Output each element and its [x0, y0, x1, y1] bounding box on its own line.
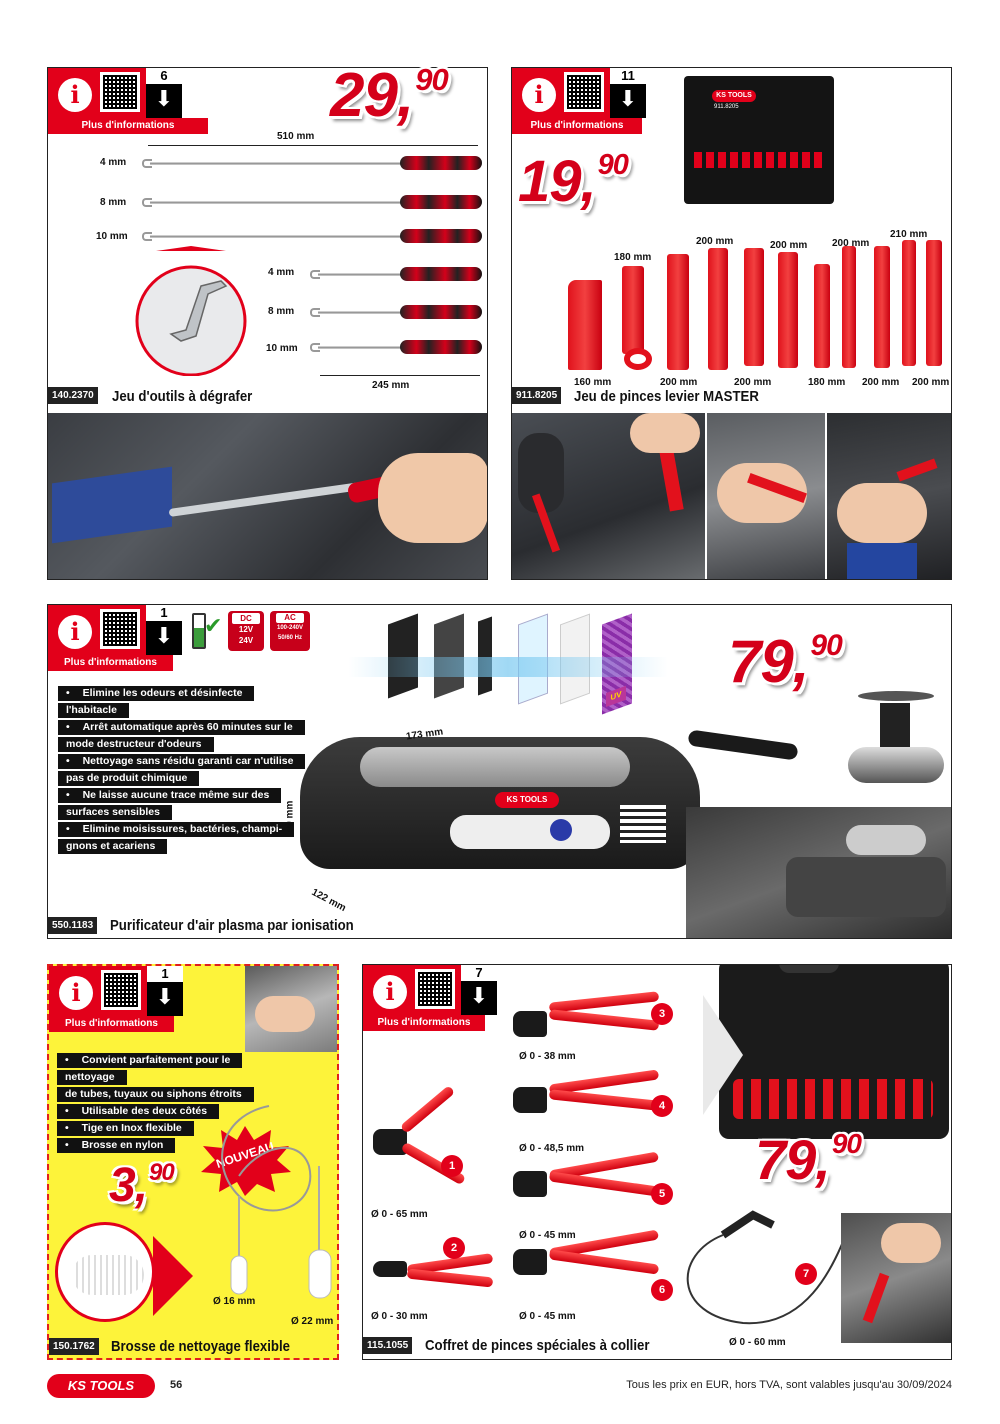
plier-2: [373, 1255, 493, 1295]
item-number-badge: 5: [651, 1183, 673, 1205]
dim-label: 200 mm: [912, 377, 950, 388]
package-count: [146, 605, 182, 655]
box-icon: ⬇: [154, 86, 174, 111]
usage-photo-3: [827, 413, 952, 580]
product-sku: 911.8205: [512, 387, 561, 404]
plier-7-cable: [663, 1155, 863, 1335]
price-main: 19,: [518, 149, 596, 214]
uv-label: UV: [606, 686, 626, 707]
dim-label: 200 mm: [770, 240, 808, 251]
usage-photo-2: [707, 413, 825, 580]
package-count: [610, 68, 646, 118]
box-icon: ⬇: [469, 983, 489, 1008]
info-icon[interactable]: i: [373, 975, 407, 1009]
flexible-brush: [199, 1086, 339, 1306]
price-main: 79,: [728, 628, 809, 695]
product-name: Brosse de nettoyage flexible: [111, 1338, 290, 1355]
usage-photo-1: [512, 413, 705, 580]
air-purifier-device: [300, 737, 700, 869]
product-panel-911-8205: [511, 67, 952, 580]
product-sku: 140.2370: [48, 387, 98, 404]
range-label: Ø 0 - 45 mm: [519, 1311, 576, 1322]
dim-width: 173 mm: [405, 726, 444, 743]
lever-tool: [814, 264, 830, 368]
more-info-link[interactable]: Plus d'informations: [81, 120, 175, 131]
info-header[interactable]: [49, 966, 209, 1032]
more-info-link[interactable]: Plus d'informations: [530, 120, 624, 131]
dim-label: 160 mm: [574, 377, 612, 388]
dim-depth: 122 mm: [309, 886, 348, 915]
tool-long-8mm: [150, 195, 480, 209]
dim-label: 200 mm: [734, 377, 772, 388]
price-cents: 90: [149, 1159, 174, 1187]
lever-tool: [902, 240, 916, 366]
feature-item: • Elimine les odeurs et désinfecte l'habitacle: [58, 685, 308, 719]
dim-label: 10 mm: [96, 231, 128, 242]
tool-long-10mm: [150, 229, 480, 243]
dim-label: 210 mm: [890, 229, 928, 240]
product-panel-115-1055: [362, 964, 952, 1360]
package-count-value: 11: [610, 68, 646, 84]
product-panel-140-2370: [47, 67, 488, 580]
feature-item: • Elimine moisissures, bactéries, champi-: [58, 821, 308, 838]
box-icon: ⬇: [155, 984, 175, 1009]
package-count-value: 1: [147, 966, 183, 982]
feature-item: gnons et acariens: [58, 838, 308, 855]
dc-badge: [228, 611, 264, 651]
item-number-badge: 4: [651, 1095, 673, 1117]
tool-short-8mm: [318, 305, 480, 319]
filter-layer: [434, 614, 464, 699]
dim-label: 200 mm: [832, 238, 870, 249]
range-label: Ø 0 - 48,5 mm: [519, 1143, 585, 1154]
dim-length-short: 245 mm: [372, 380, 410, 391]
feature-item: de tubes, tuyaux ou siphons étroits: [57, 1086, 287, 1103]
qr-code-icon[interactable]: [564, 72, 604, 112]
lever-tool: [667, 254, 689, 370]
item-number-badge: 3: [651, 1003, 673, 1025]
feature-list: [58, 685, 308, 855]
plier-4: [513, 1071, 663, 1131]
package-count-value: 6: [146, 68, 182, 84]
tip-detail-zoom: [126, 246, 256, 376]
filter-layer: [388, 614, 418, 699]
item-number-badge: 1: [441, 1155, 463, 1177]
feature-item: • Nettoyage sans résidu garanti car n'utilise: [58, 753, 308, 770]
range-label: Ø 0 - 45 mm: [519, 1230, 576, 1241]
purifier-small-render: [848, 691, 944, 787]
info-header[interactable]: [363, 965, 523, 1031]
zoom-pointer: [153, 1236, 193, 1316]
bag-ref: 911.8205: [714, 104, 739, 110]
feature-item: • Brosse en nylon: [57, 1137, 287, 1154]
page-number: 56: [170, 1379, 183, 1391]
more-info-link[interactable]: Plus d'informations: [65, 1018, 158, 1029]
qr-code-icon[interactable]: [101, 970, 141, 1010]
dim-label: Ø 22 mm: [291, 1316, 334, 1327]
price-main: 3,: [109, 1159, 148, 1212]
package-count-value: 1: [146, 605, 182, 621]
info-header[interactable]: [512, 68, 672, 134]
ac-voltage-1: 100-240V: [276, 625, 304, 631]
lever-tool: [622, 266, 644, 354]
dim-label: 180 mm: [808, 377, 846, 388]
product-sku: 150.1762: [49, 1338, 99, 1355]
power-plug: [687, 729, 798, 760]
box-icon: ⬇: [618, 86, 638, 111]
price-tag: [518, 148, 628, 215]
more-info-link[interactable]: Plus d'informations: [377, 1017, 471, 1028]
dim-label: 8 mm: [100, 197, 127, 208]
dim-label: 4 mm: [268, 267, 295, 278]
price-tag: [109, 1158, 174, 1213]
tool-short-4mm: [318, 267, 480, 281]
feature-item: pas de produit chimique: [58, 770, 308, 787]
product-sku: 550.1183: [48, 917, 97, 934]
dim-label: 200 mm: [696, 236, 734, 247]
product-sku: 115.1055: [363, 1337, 412, 1354]
dim-label: 180 mm: [614, 252, 652, 263]
info-header[interactable]: [48, 605, 208, 671]
qr-code-icon[interactable]: [415, 969, 455, 1009]
lever-ring: [624, 348, 652, 370]
dim-label: 8 mm: [268, 306, 295, 317]
product-panel-550-1183: [47, 604, 952, 939]
case-pointer: [703, 995, 743, 1115]
qr-code-icon[interactable]: [100, 72, 140, 112]
info-icon[interactable]: i: [58, 615, 92, 649]
brand-logo: KS TOOLS: [47, 1374, 155, 1398]
brush-detail-zoom: [55, 1222, 155, 1322]
price-tag: [330, 60, 448, 131]
tool-long-4mm: [150, 156, 480, 170]
product-panel-150-1762: [47, 964, 339, 1360]
lever-tool: [568, 280, 602, 370]
price-main: 29,: [330, 61, 414, 130]
package-count-value: 7: [461, 965, 497, 981]
lever-tool: [874, 246, 890, 368]
ac-voltage-2: 50/60 Hz: [277, 635, 302, 641]
info-header[interactable]: [48, 68, 208, 134]
dc-voltage-2: 24V: [238, 636, 254, 645]
price-tag: [728, 627, 842, 696]
product-name: Purificateur d'air plasma par ionisation: [110, 917, 354, 934]
plier-5: [513, 1155, 663, 1215]
item-number-badge: 2: [443, 1237, 465, 1259]
feature-item: • Arrêt automatique après 60 minutes sur le: [58, 719, 308, 736]
tool-bag: [684, 76, 834, 204]
lever-tool: [926, 240, 942, 366]
dim-length-total: 510 mm: [277, 131, 315, 142]
bag-brand: KS TOOLS: [712, 90, 756, 102]
package-count: [146, 68, 182, 118]
product-name: Jeu de pinces levier MASTER: [574, 388, 759, 405]
product-name: Coffret de pinces spéciales à collier: [425, 1337, 650, 1354]
price-validity-note: Tous les prix en EUR, hors TVA, sont valables jusqu'au 30/09/2024: [626, 1379, 952, 1391]
dc-label: DC: [232, 613, 260, 624]
dim-label: 4 mm: [100, 157, 127, 168]
ac-badge: [270, 611, 310, 651]
car-interior-photo: [686, 807, 952, 939]
dc-voltage-1: 12V: [238, 625, 254, 634]
dim-line-top: [148, 145, 478, 146]
item-number-badge: 6: [651, 1279, 673, 1301]
lever-tool: [708, 248, 728, 370]
range-label: Ø 0 - 38 mm: [519, 1051, 576, 1062]
range-label: Ø 0 - 60 mm: [729, 1337, 786, 1348]
check-icon: ✔: [204, 613, 223, 638]
range-label: Ø 0 - 30 mm: [371, 1311, 428, 1322]
package-count: [147, 966, 183, 1016]
dim-label: 200 mm: [862, 377, 900, 388]
product-name: Jeu d'outils à dégrafer: [112, 388, 253, 405]
feature-item: • Convient parfaitement pour le nettoyage: [57, 1052, 287, 1086]
feature-item: surfaces sensibles: [58, 804, 308, 821]
usage-photo: [245, 966, 339, 1052]
price-cents: 90: [415, 61, 448, 97]
price-cents: 90: [831, 1128, 862, 1160]
box-icon: ⬇: [154, 623, 174, 648]
price-main: 79,: [755, 1128, 830, 1191]
filter-layer: [478, 616, 492, 695]
info-icon[interactable]: i: [58, 78, 92, 112]
usage-photo: [841, 1213, 952, 1343]
qr-code-icon[interactable]: [100, 609, 140, 649]
lever-tool: [744, 248, 764, 366]
tool-short-10mm: [318, 340, 480, 354]
plier-6: [513, 1233, 663, 1293]
dim-height: 49 mm: [284, 800, 296, 833]
feature-item: • Utilisable des deux côtés: [57, 1103, 287, 1120]
device-brand: KS TOOLS: [495, 792, 559, 808]
airflow-arrow: [348, 657, 668, 677]
lever-tool: [778, 252, 798, 368]
info-icon[interactable]: i: [522, 78, 556, 112]
range-label: Ø 0 - 65 mm: [371, 1209, 428, 1220]
usage-photo: [48, 413, 488, 580]
item-number-badge: 7: [795, 1263, 817, 1285]
feature-item: • Tige en Inox flexible: [57, 1120, 287, 1137]
dim-line-bottom: [320, 375, 480, 376]
dim-label: 200 mm: [660, 377, 698, 388]
price-cents: 90: [810, 628, 842, 662]
ac-label: AC: [276, 613, 304, 623]
dim-label: Ø 16 mm: [213, 1296, 256, 1307]
tool-case: [719, 964, 949, 1139]
feature-item: • Ne laisse aucune trace même sur des: [58, 787, 308, 804]
dim-label: 10 mm: [266, 343, 298, 354]
feature-item: mode destructeur d'odeurs: [58, 736, 308, 753]
price-cents: 90: [597, 149, 628, 182]
plier-3: [513, 991, 663, 1051]
info-icon[interactable]: i: [59, 976, 93, 1010]
more-info-link[interactable]: Plus d'informations: [64, 657, 157, 668]
new-badge-text: NOUVEAU: [214, 1139, 276, 1171]
package-count: [461, 965, 497, 1015]
lever-tool: [842, 246, 856, 368]
